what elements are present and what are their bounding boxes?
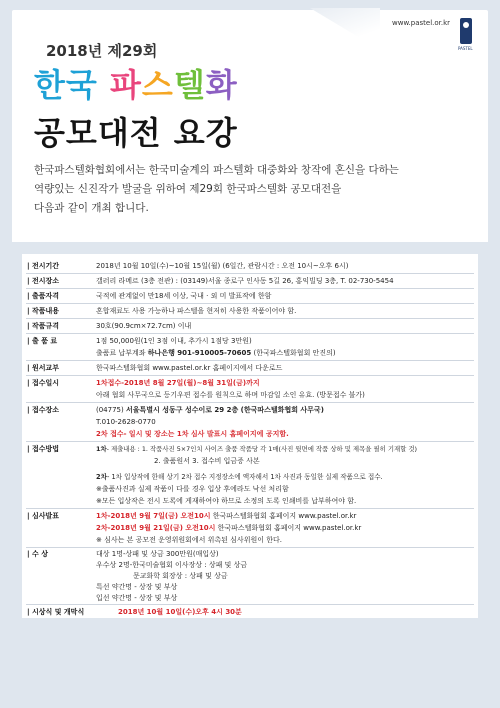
method-first-tag: 1차 [96,445,107,453]
value-review-line3: ※ 심사는 본 공모전 운영위원회에서 위촉된 심사위원이 한다. [96,536,282,544]
label-awards: | 수 상 [27,548,95,560]
label-receipt-date: | 접수일시 [27,377,95,389]
divider [26,288,474,289]
value-awards-line2: 우수상 2명-한국미술협회 이사장상 : 상패 및 상금 [96,561,248,569]
value-review-line1 [96,510,474,522]
edition-subtitle: 2018년 제29회 [46,42,158,60]
method-first-text: - 제출내용 : 1. 작품사진 5×7인치 사이즈 출품 작품당 각 1매(사진 뒷면에 작품 상하 및 제목을 필히 기재할 것) [106,445,418,453]
value-awards-line4: 특선 약간명 - 상장 및 부상 [96,583,178,591]
review-second-site: 한국파스텔화협회 홈페이지 www.pastel.or.kr [215,524,362,532]
value-ceremony: 2018년 10월 10일(수)오후 4시 30분 [118,608,242,616]
divider [26,402,474,403]
label-receipt-place: | 접수장소 [27,404,95,416]
fee-account-prefix: 출품료 납부계좌 [96,349,148,357]
fee-account-holder: (한국파스텔화협회 안진의) [251,349,336,357]
title-word-2: 파 [109,66,142,104]
value-receipt-place-line1 [96,404,474,416]
divider [26,604,474,605]
value-receipt-place-line2: T.010-2628-0770 [96,418,156,426]
value-venue: 갤러리 라메르 (3층 전관) : (03149)서울 종로구 인사동 5길 26, 홍익빌딩 3층, T. 02-730-5454 [96,277,394,285]
value-awards-line3: 문교화학 회장상 : 상패 및 상금 [133,572,228,580]
review-first-date: 1차-2018년 9월 7일(금) 오전10시 [96,512,211,520]
fee-account-number: 하나은행 901-910005-70605 [147,349,252,357]
logo-text: PASTEL [458,46,473,51]
label-venue: | 전시장소 [27,275,95,287]
intro-line: 한국파스텔화협회에서는 한국미술계의 파스텔화 대중화와 창작에 혼신을 다하는 [34,164,399,176]
title-word-1: 한국 [34,66,98,104]
receipt-address: 서울특별시 성동구 성수이로 29 2층 (한국파스텔화협회 사무국) [125,406,324,414]
label-eligibility: | 출품자격 [27,290,95,302]
divider [26,375,474,376]
divider [26,303,474,304]
value-review-line2 [96,522,474,534]
value-method-line4: ※출품사진과 실제 작품이 다를 경우 입상 후에라도 낙선 처리함 [96,485,289,493]
intro-line: 다음과 같이 개최 합니다. [34,202,149,214]
review-first-site: 한국파스텔화협회 홈페이지 www.pastel.or.kr [210,512,357,520]
intro-line: 역량있는 신진작가 발굴을 위하여 제29회 한국파스텔화 공모대전을 [34,183,342,195]
value-method-line1 [96,443,474,455]
label-method: | 접수방법 [27,443,95,455]
value-receipt-date-line1: 1차접수-2018년 8월 27일(월)~8월 31일(금)까지 [96,379,260,387]
method-second-tag: 2차 [96,473,107,481]
value-period: 2018년 10월 10일(수)~10월 15일(월) (6일간, 관람시간 : 오전 10시~오후 6시) [96,262,349,270]
label-content: | 작품내용 [27,305,95,317]
value-size: 30호(90.9cm×72.7cm) 이내 [96,322,192,330]
review-second-date: 2차-2018년 9월 21일(금) 오전10시 [96,524,216,532]
receipt-postcode: (04775) [96,406,126,414]
value-eligibility: 국적에 관계없이 만18세 이상, 국내 · 외 미 발표작에 한함 [96,292,272,300]
value-method-line5: ※모든 입상작은 전시 도록에 게재하여야 하므로 소정의 도록 인쇄비를 납부하여야 함. [96,497,357,505]
value-receipt-date-line2: 아래 협회 사무국으로 등기우편 접수를 원칙으로 하며 마감일 소인 유효. (방문접수 불가) [96,391,365,399]
value-awards-line5: 입선 약간명 - 상장 및 부상 [96,594,178,602]
title-word-5: 화 [205,66,238,104]
label-review: | 심사발표 [27,510,95,522]
value-awards-line1: 대상 1명-상패 및 상금 300만원(매입상) [96,550,219,558]
divider [26,333,474,334]
divider [26,360,474,361]
site-url[interactable]: www.pastel.or.kr [392,19,451,27]
pastel-logo-icon [460,18,472,44]
value-fee-line2 [96,347,474,359]
value-fee-line1: 1점 50,000원(1인 3점 이내, 추가시 1점당 3만원) [96,337,252,345]
value-method-line2: 2. 출품원서 3. 접수비 입금증 사본 [154,457,260,465]
title-word-3: 스 [141,66,174,104]
method-second-text: - 1차 입상작에 한해 상기 2차 접수 지정장소에 액자해서 1차 사진과 동일한 실제 작품으로 접수. [106,473,383,481]
label-size: | 작품규격 [27,320,95,332]
divider [26,318,474,319]
value-receipt-place-line3: 2차 접수- 일시 및 장소는 1차 심사 발표시 홈페이지에 공지함. [96,430,289,438]
divider [26,273,474,274]
divider [26,508,474,509]
sub-title: 공모대전 요강 [34,114,238,152]
value-method-line3 [96,471,474,483]
details-sheet [22,254,478,618]
intro-text [34,161,464,218]
label-period: | 전시기간 [27,260,95,272]
title-word-4: 텔 [173,66,206,104]
main-title [34,60,238,106]
value-content: 혼합재료도 사용 가능하나 파스텔을 현저히 사용한 작품이어야 함. [96,307,297,315]
label-fee: | 출 품 료 [27,335,95,347]
divider [26,441,474,442]
value-form: 한국파스텔화협회 www.pastel.or.kr 홈페이지에서 다운로드 [96,364,283,372]
label-ceremony: | 시상식 및 개막식 [27,606,117,618]
label-form: | 원서교부 [27,362,95,374]
